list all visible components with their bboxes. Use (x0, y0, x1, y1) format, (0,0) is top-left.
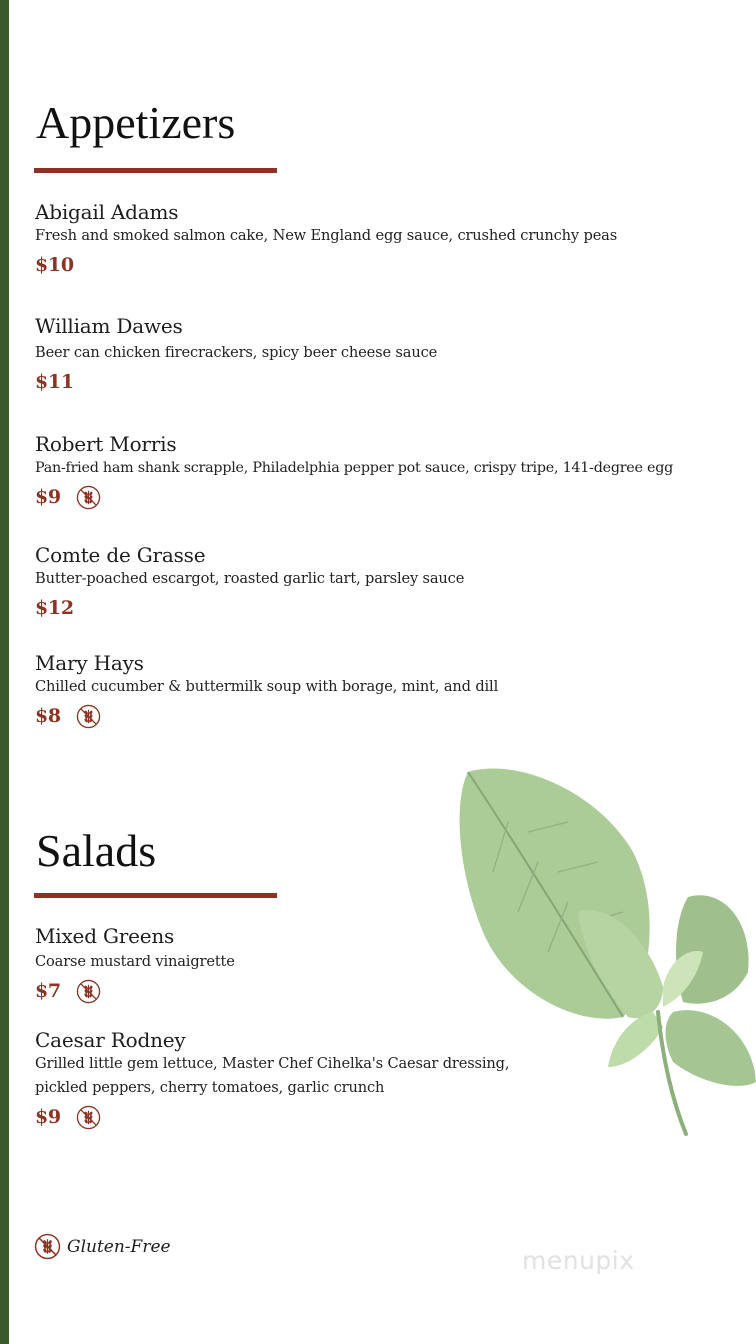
item-name: Abigail Adams (35, 200, 179, 224)
item-price: $8 (35, 705, 61, 727)
menu-item (35, 200, 746, 280)
item-price: $7 (35, 980, 61, 1002)
item-name: Mixed Greens (35, 924, 175, 948)
gluten-free-icon (76, 704, 101, 729)
item-name: Comte de Grasse (35, 543, 206, 567)
item-name: Robert Morris (35, 432, 177, 456)
item-name: William Dawes (35, 314, 183, 338)
appetizers-title: Appetizers (36, 97, 236, 148)
item-price: $9 (35, 1106, 61, 1128)
item-description: Grilled little gem lettuce, Master Chef Cihelka's Caesar dressing, (35, 1055, 510, 1072)
item-name: Mary Hays (35, 651, 144, 675)
item-description: Coarse mustard vinaigrette (35, 953, 235, 970)
menu-item (35, 543, 746, 623)
item-price: $9 (35, 486, 61, 508)
side-bar (0, 0, 9, 1344)
menu-item (35, 924, 746, 1006)
item-price: $11 (35, 371, 74, 393)
salads-divider (34, 893, 277, 898)
item-price: $10 (35, 254, 74, 276)
item-name: Caesar Rodney (35, 1028, 186, 1052)
item-description: Beer can chicken firecrackers, spicy beer cheese sauce (35, 344, 438, 361)
watermark: menupix (522, 1246, 635, 1275)
gluten-free-icon (76, 979, 101, 1004)
gluten-free-icon (76, 485, 101, 510)
item-description: Fresh and smoked salmon cake, New England egg sauce, crushed crunchy peas (35, 227, 618, 244)
appetizers-divider (34, 168, 277, 173)
menu-item (35, 432, 746, 512)
gluten-free-legend (34, 1233, 171, 1260)
legend-label: Gluten-Free (67, 1236, 171, 1257)
item-description: Butter-poached escargot, roasted garlic tart, parsley sauce (35, 570, 465, 587)
menu-item (35, 1028, 746, 1132)
item-description: Pan-fried ham shank scrapple, Philadelphia pepper pot sauce, crispy tripe, 141-degree egg (35, 460, 674, 476)
item-price: $12 (35, 597, 74, 619)
menu-item (35, 314, 746, 397)
menu-item (35, 651, 746, 731)
gluten-free-icon (76, 1105, 101, 1130)
item-description: pickled peppers, cherry tomatoes, garlic crunch (35, 1079, 385, 1096)
gluten-free-icon (34, 1233, 61, 1260)
item-description: Chilled cucumber & buttermilk soup with borage, mint, and dill (35, 678, 499, 695)
salads-title: Salads (36, 825, 157, 876)
